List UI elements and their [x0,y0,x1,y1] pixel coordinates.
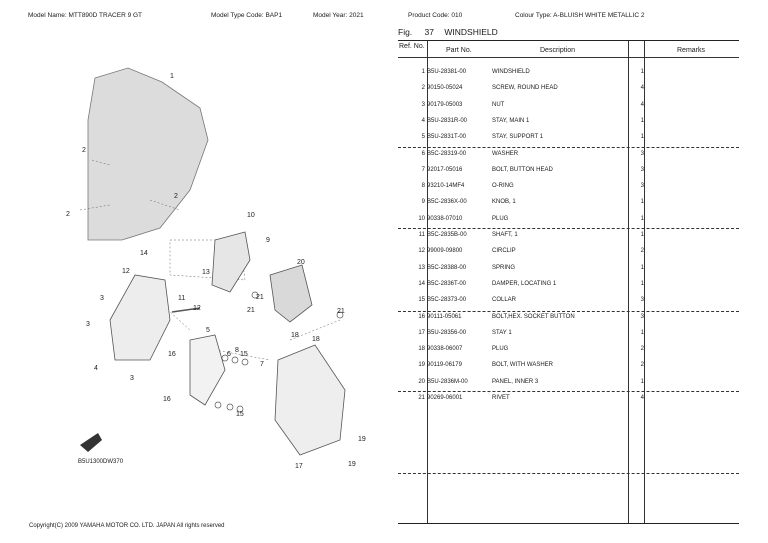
table-row [398,66,739,78]
description-cell: WASHER [492,150,519,157]
qty-cell: 1 [640,329,644,336]
description-cell: BOLT, BUTTON HEAD [492,166,553,173]
part-no-cell: 90269-06001 [427,395,463,401]
table-row [398,180,739,192]
main-stay-shape [110,275,170,360]
description-cell: SCREW, ROUND HEAD [492,85,558,92]
description-cell: SHAFT, 1 [492,232,518,238]
ref-cell: 21 [418,395,425,401]
qty-cell: 1 [640,280,644,287]
part-no-cell: 90119-06179 [427,362,462,369]
table-row [398,213,739,225]
callout-17: 17 [295,463,303,470]
callout-2: 2 [82,147,86,154]
part-no-cell: B5U-2836M-00 [427,378,468,385]
ref-cell: 20 [418,378,425,385]
front-arrow-icon [80,433,102,452]
ref-cell: 11 [418,232,425,238]
table-row [398,392,739,404]
qty-cell: 4 [640,101,644,108]
qty-cell: 3 [640,166,644,173]
table-row [398,229,739,241]
ref-cell: 19 [418,362,425,369]
description-cell: COLLAR [492,297,517,304]
ref-cell: 10 [418,215,425,222]
part-no-cell: B5C-28373-00 [427,297,467,304]
part-no-cell: B5U-2831T-00 [427,134,467,141]
description-cell: STAY, SUPPORT 1 [492,134,544,141]
description-cell: RIVET [492,395,510,401]
callout-7: 7 [260,361,264,368]
ref-cell: 16 [418,313,425,320]
table-row [398,376,739,388]
table-row [398,278,739,290]
description-cell: BOLT,HEX. SOCKET BUTTON [492,313,575,320]
product-code: Product Code: 010 [408,12,463,19]
qty-cell: 3 [640,183,644,190]
ref-cell: 1 [421,69,425,75]
figure-number: 37 [424,27,435,37]
description-cell: STAY 1 [492,329,512,336]
callout-14: 14 [140,250,148,257]
table-row [398,327,739,339]
part-no-cell: 90179-05003 [427,101,463,108]
table-row [398,131,739,143]
qty-cell: 1 [640,117,644,124]
qty-cell: 4 [640,395,644,401]
model-type-code: Model Type Code: BAP1 [211,12,283,19]
callout-21: 21 [256,294,264,301]
callout-19: 19 [348,461,356,468]
knob-shape [212,232,250,292]
ref-cell: 18 [418,346,425,353]
callout-1: 1 [170,73,174,80]
table-row [398,311,739,323]
callout-12: 12 [193,305,201,312]
callout-16: 16 [163,396,171,403]
ref-cell: 12 [418,248,425,255]
callout-16: 16 [168,351,176,358]
callout-8: 8 [235,347,239,354]
header-description: Description [540,47,576,54]
part-no-cell: B5U-2831R-00 [427,117,468,124]
model-name: Model Name: MTT890D TRACER 9 GT [28,12,143,19]
table-row [398,343,739,355]
inner-panel-shape [270,265,312,322]
qty-cell: 1 [640,215,644,222]
qty-cell: 3 [640,150,644,157]
qty-cell: 1 [640,232,644,238]
description-cell: O-RING [492,183,514,190]
table-row [398,294,739,306]
callout-3: 3 [86,321,90,328]
part-no-cell: 90150-05024 [427,85,463,92]
description-cell: SPRING [492,264,516,271]
part-no-cell: B5C-28388-00 [427,264,467,271]
ref-cell: 7 [421,166,425,173]
part-no-cell: B5C-2836T-00 [427,280,467,287]
callout-11: 11 [178,295,186,302]
description-cell: CIRCLIP [492,248,516,255]
description-cell: PANEL, INNER 3 [492,378,539,385]
callout-3: 3 [130,375,134,382]
callout-15: 15 [240,351,248,358]
callout-5: 5 [206,327,210,334]
ref-cell: 4 [421,117,425,124]
ref-cell: 5 [421,134,425,141]
part-no-cell: 90338-07010 [427,215,463,222]
table-row [398,99,739,111]
windshield-shape [88,68,208,240]
qty-cell: 1 [640,69,644,75]
table-row [398,196,739,208]
header-part-no: Part No. [446,47,472,54]
description-cell: NUT [492,101,505,108]
description-cell: PLUG [492,215,509,222]
ref-cell: 8 [421,183,425,190]
description-cell: BOLT, WITH WASHER [492,362,554,369]
group-separator [398,473,739,474]
callout-13: 13 [202,269,210,276]
description-cell: STAY, MAIN 1 [492,117,530,124]
qty-cell: 1 [640,264,644,271]
diagram-code: B5U1300DW370 [78,459,124,465]
description-cell: WINDSHIELD [492,69,530,75]
copyright: Copyright(C) 2009 YAMAHA MOTOR CO. LTD. JAPAN All rights reserved [29,523,225,529]
ref-cell: 2 [421,85,425,92]
part-no-cell: 93210-14MF4 [427,183,465,190]
part-no-cell: B5U-28356-00 [427,329,467,336]
callout-12: 12 [122,268,130,275]
callout-20: 20 [297,259,305,266]
part-no-cell: 90338-06007 [427,346,463,353]
stay1-shape [275,345,345,455]
callout-15: 15 [236,411,244,418]
qty-cell: 2 [640,346,644,353]
ref-cell: 6 [421,150,425,157]
callout-21: 21 [247,307,255,314]
parts-table [398,40,739,524]
qty-cell: 4 [640,85,644,92]
table-row [398,82,739,94]
figure-label: Fig. [398,27,413,37]
parts-diagram [40,60,390,470]
callout-19: 19 [358,436,366,443]
callout-10: 10 [247,212,255,219]
ref-cell: 17 [418,329,425,336]
callout-18: 18 [312,336,320,343]
table-row [398,115,739,127]
part-no-cell: B5C-2836X-00 [427,199,467,206]
qty-cell: 3 [640,297,644,304]
qty-cell: 3 [640,313,644,320]
ref-cell: 15 [418,297,425,304]
model-year: Model Year: 2021 [313,12,364,19]
callout-3: 3 [100,295,104,302]
callout-4: 4 [94,365,98,372]
description-cell: DAMPER, LOCATING 1 [492,280,557,287]
qty-cell: 1 [640,199,644,206]
header-ref: Ref. No. [399,43,425,50]
qty-cell: 1 [640,378,644,385]
callout-18: 18 [291,332,299,339]
description-cell: PLUG [492,346,509,353]
figure-title [398,27,502,37]
ref-cell: 3 [421,101,425,108]
part-no-cell: 99009-09800 [427,248,463,255]
colour-type: Colour Type: A-BLUISH WHITE METALLIC 2 [515,12,645,19]
part-no-cell: B5C-28319-00 [427,150,467,157]
table-row [398,359,739,371]
table-row [398,245,739,257]
table-row [398,164,739,176]
callout-9: 9 [266,237,270,244]
part-no-cell: 92017-05016 [427,166,463,173]
description-cell: KNOB, 1 [492,199,516,206]
callout-2: 2 [66,211,70,218]
table-row [398,262,739,274]
ref-cell: 13 [418,264,425,271]
support-stay-shape [190,335,225,405]
ref-cell: 9 [421,199,425,206]
ref-cell: 14 [418,280,425,287]
qty-cell: 2 [640,362,644,369]
header-rule [398,57,739,58]
part-no-cell: B5C-2835B-00 [427,232,467,238]
figure-name: WINDSHIELD [444,27,498,37]
callout-21: 21 [337,308,345,315]
callout-2: 2 [174,193,178,200]
part-no-cell: 90111-05061 [427,313,462,320]
qty-cell: 2 [640,248,644,255]
callout-6: 6 [227,351,231,358]
part-no-cell: B5U-28381-00 [427,69,467,75]
table-row [398,148,739,160]
header-remarks: Remarks [677,47,706,54]
qty-cell: 1 [640,134,644,141]
